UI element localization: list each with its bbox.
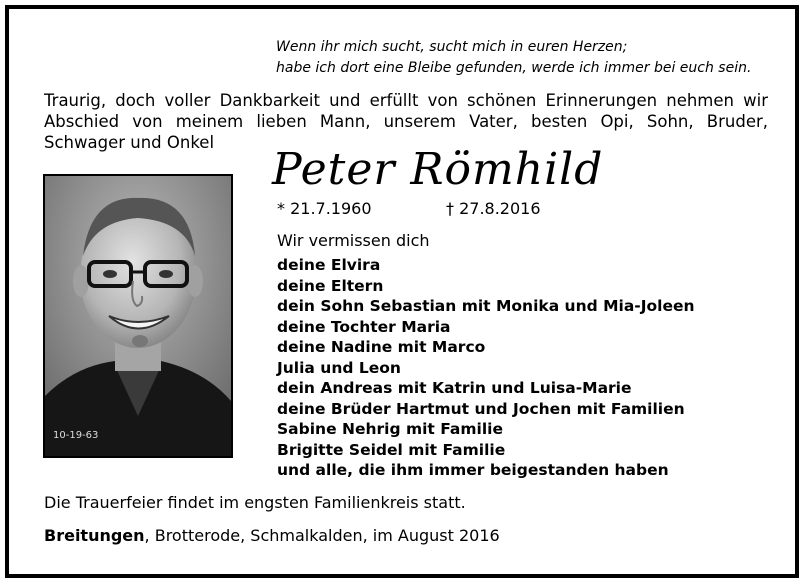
mourners-list [277,255,695,481]
deceased-name: Peter Römhild [272,144,604,195]
quote-line-1: Wenn ihr mich sucht, sucht mich in euren Herzen; [276,39,628,55]
funeral-note: Die Trauerfeier findet im engsten Familienkreis statt. [44,493,466,512]
mourner-item: dein Andreas mit Katrin und Luisa-Marie [277,379,632,397]
place-date-line [44,525,500,547]
svg-text:10-19-63: 10-19-63 [53,430,99,441]
mourner-item: und alle, die ihm immer beigestanden haben [277,461,669,479]
mourner-item: Sabine Nehrig mit Familie [277,420,503,438]
portrait-photo [43,174,233,458]
intro-text: Traurig, doch voller Dankbarkeit und erfüllt von schönen Erinnerungen nehmen wir Abschied von meinem lieben Mann, unserem Vater, besten Opi, Sohn, Bruder, Schwager und Onkel [44,91,768,152]
birth-date: * 21.7.1960 [277,199,372,218]
mourner-item: dein Sohn Sebastian mit Monika und Mia-Joleen [277,297,695,315]
quote-line-2: habe ich dort eine Bleibe gefunden, werde ich immer bei euch sein. [276,60,752,76]
mourner-item: deine Eltern [277,276,384,295]
place-rest: , Brotterode, Schmalkalden, im August 2016 [144,526,500,545]
mourner-item: deine Brüder Hartmut und Jochen mit Familien [277,399,685,418]
portrait-image [45,176,231,456]
place-primary: Breitungen [44,526,145,545]
miss-text: Wir vermissen dich [277,231,430,250]
mourner-item: Julia und Leon [277,358,401,377]
mourner-item: deine Tochter Maria [277,317,451,336]
mourner-item: Brigitte Seidel mit Familie [277,440,506,459]
death-date: † 27.8.2016 [446,199,541,218]
life-dates [277,198,541,220]
quote [276,37,776,79]
mourner-item: deine Elvira [277,256,381,274]
mourner-item: deine Nadine mit Marco [277,338,486,356]
